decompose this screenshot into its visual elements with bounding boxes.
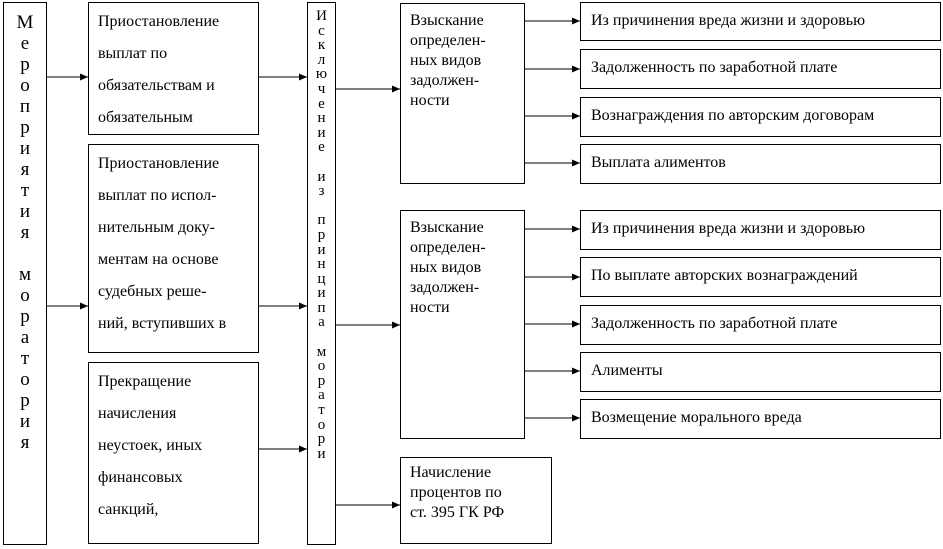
center-title-char: п — [317, 212, 326, 229]
left-title-char: р — [20, 117, 30, 138]
item-label: Из причинения вреда жизни и здоровью — [591, 12, 866, 29]
left-title-char: М — [16, 12, 34, 33]
center-title-char: о — [317, 416, 326, 433]
measure-line: Прекращение — [98, 373, 192, 390]
group-line: ности — [410, 92, 450, 109]
measure-line: начисления — [98, 405, 177, 422]
left-title-char: р — [20, 54, 30, 75]
item-label: Вознаграждения по авторским договорам — [591, 107, 875, 124]
center-title-char: И — [316, 8, 327, 24]
left-title-char: е — [20, 33, 30, 54]
left-title-char: т — [20, 348, 30, 369]
center-title-char: о — [317, 358, 326, 375]
left-title-char: я — [20, 222, 30, 243]
item-label: Задолженность по заработной плате — [591, 59, 838, 76]
left-title-char: о — [20, 285, 30, 306]
left-title-char: р — [20, 390, 30, 411]
center-title-char: и — [317, 285, 326, 302]
group-line: определен- — [410, 239, 486, 256]
left-title-char: я — [20, 159, 30, 180]
item-label: По выплате авторских вознаграждений — [591, 267, 858, 284]
center-title-char: т — [318, 402, 325, 419]
group-line: ных видов — [410, 259, 482, 276]
measure-line: Приостановление — [98, 155, 220, 172]
measure-line: выплат по испол- — [98, 187, 217, 204]
measure-line: нительным доку- — [98, 219, 215, 236]
left-title-char: о — [20, 75, 30, 96]
center-title-char: ц — [317, 270, 326, 287]
center-title-char: з — [318, 183, 325, 200]
center-title-char: ю — [315, 66, 328, 83]
item-label: Задолженность по заработной плате — [591, 315, 838, 332]
measure-line: неустоек, иных — [98, 437, 203, 454]
left-title-char: м — [18, 264, 32, 285]
item-label: Из причинения вреда жизни и здоровью — [591, 220, 866, 237]
item-label: Выплата алиментов — [591, 154, 726, 171]
left-title-char: и — [19, 138, 31, 159]
group-line: ности — [410, 299, 450, 316]
center-title-char: р — [317, 226, 326, 243]
center-title-char: ч — [317, 80, 326, 97]
center-title-char: и — [317, 445, 326, 462]
center-title-char: м — [316, 343, 327, 360]
center-title-char: р — [317, 431, 326, 448]
measure-line: выплат по — [98, 45, 168, 62]
measure-line: обязательным — [98, 109, 193, 126]
center-title-char: и — [317, 124, 326, 141]
group-line: ст. 395 ГК РФ — [410, 504, 505, 521]
group-line: задолжен- — [410, 279, 480, 296]
item-label: Возмещение морального вреда — [591, 409, 802, 426]
left-title-char: я — [20, 432, 30, 453]
left-title-char: о — [20, 369, 30, 390]
measure-line: финансовых — [98, 469, 183, 486]
center-title-char: а — [318, 387, 325, 404]
measure-line: судебных реше- — [98, 283, 207, 300]
group-line: Начисление — [410, 464, 492, 481]
left-title-char: т — [20, 180, 30, 201]
group-line: Взыскание — [410, 12, 484, 29]
left-title-char: а — [20, 327, 30, 348]
left-title-char: и — [19, 411, 31, 432]
measure-line: Приостановление — [98, 13, 220, 30]
group-line: процентов по — [410, 484, 502, 501]
center-title-char: к — [317, 37, 326, 54]
center-title-char: р — [317, 372, 326, 389]
center-title-char: а — [318, 314, 325, 331]
center-title-char: и — [317, 241, 326, 258]
group-line: задолжен- — [410, 72, 480, 89]
group-line: Взыскание — [410, 219, 484, 236]
left-title-char: р — [20, 306, 30, 327]
group-line: ных видов — [410, 52, 482, 69]
center-title-char: п — [317, 299, 326, 316]
measure-line: обязательствам и — [98, 77, 215, 94]
item-label: Алименты — [591, 362, 663, 379]
center-title-char: с — [318, 22, 325, 39]
center-title-char: л — [317, 51, 326, 68]
left-title-char: и — [19, 201, 31, 222]
center-title-char: и — [317, 168, 326, 185]
measure-line: санкций, — [98, 501, 159, 518]
center-title-char: н — [317, 256, 326, 273]
center-title-char: н — [317, 110, 326, 127]
group-line: определен- — [410, 32, 486, 49]
center-title-char: е — [318, 139, 325, 156]
measure-line: ментам на основе — [98, 251, 219, 268]
center-title-char: е — [318, 95, 325, 112]
measure-line: ний, вступивших в — [98, 315, 227, 332]
left-title-char: п — [19, 96, 31, 117]
